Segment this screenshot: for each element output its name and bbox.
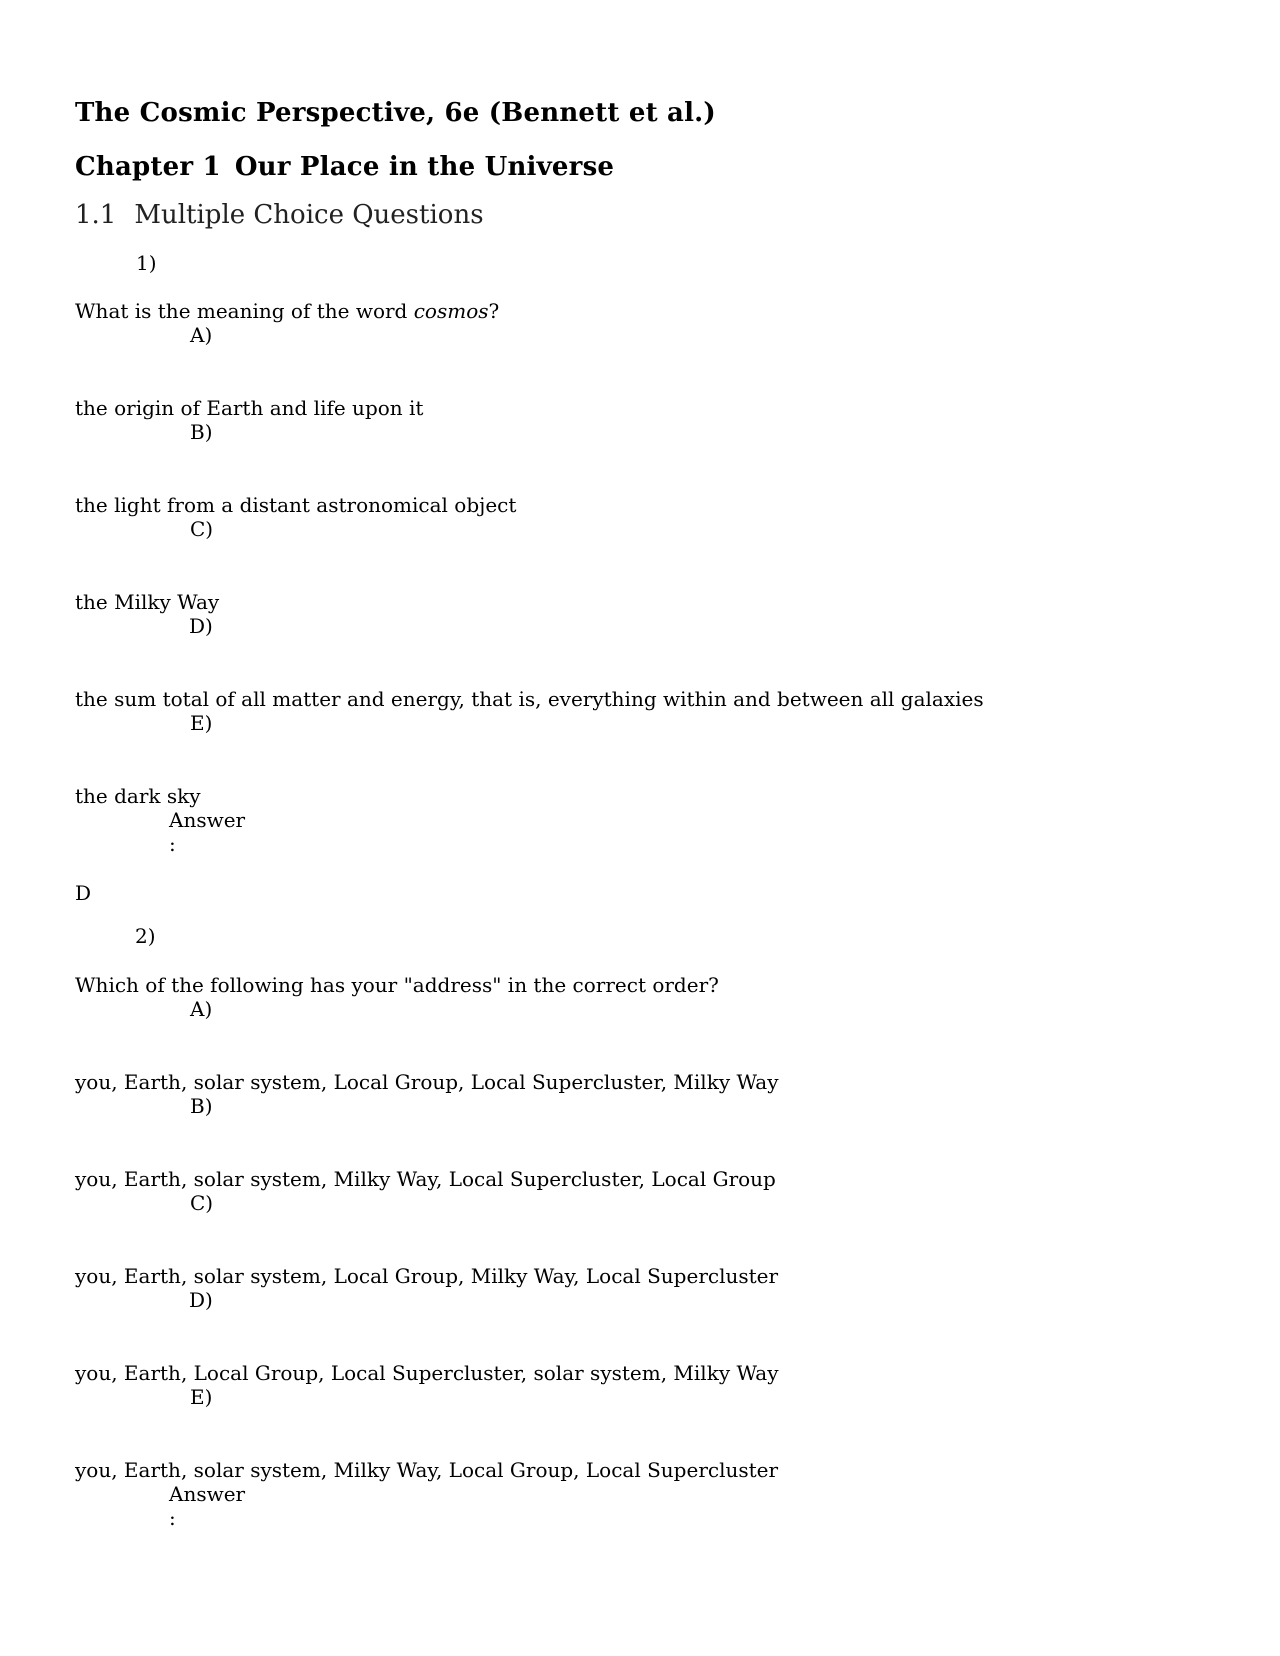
choice-letter: C) bbox=[190, 517, 214, 541]
choice-text: you, Earth, solar system, Local Group, Local Supercluster, Milky Way bbox=[75, 1070, 779, 1094]
choice-text: you, Earth, solar system, Milky Way, Local Supercluster, Local Group bbox=[75, 1167, 776, 1191]
answer-colon: : bbox=[169, 832, 176, 856]
section-heading bbox=[75, 200, 484, 230]
choice-letter: C) bbox=[190, 1191, 214, 1215]
choice-letter: E) bbox=[190, 1385, 213, 1409]
choice-text: you, Earth, solar system, Milky Way, Local Group, Local Supercluster bbox=[75, 1458, 779, 1482]
chapter-number: Chapter 1 bbox=[75, 152, 221, 182]
chapter-title: Our Place in the Universe bbox=[234, 152, 615, 182]
section-number: 1.1 bbox=[75, 200, 117, 230]
answer-label: Answer bbox=[169, 1482, 246, 1506]
answer-label: Answer bbox=[169, 808, 246, 832]
chapter-heading bbox=[75, 152, 614, 182]
question-number: 1) bbox=[136, 251, 157, 275]
choice-text: the dark sky bbox=[75, 784, 201, 808]
answer-colon: : bbox=[169, 1506, 176, 1530]
choice-text: you, Earth, Local Group, Local Supercluster, solar system, Milky Way bbox=[75, 1361, 779, 1385]
choice-text: you, Earth, solar system, Local Group, Milky Way, Local Supercluster bbox=[75, 1264, 779, 1288]
choice-letter: A) bbox=[190, 323, 213, 347]
choice-letter: A) bbox=[190, 997, 213, 1021]
choice-text: the Milky Way bbox=[75, 590, 220, 614]
choice-text: the origin of Earth and life upon it bbox=[75, 396, 424, 420]
choice-letter: E) bbox=[190, 711, 213, 735]
choice-letter: D) bbox=[189, 1288, 213, 1312]
choice-text: the sum total of all matter and energy, that is, everything within and between all galaxies bbox=[75, 687, 984, 711]
section-title: Multiple Choice Questions bbox=[134, 200, 484, 230]
choice-text: the light from a distant astronomical object bbox=[75, 493, 517, 517]
book-title: The Cosmic Perspective, 6e (Bennett et al.) bbox=[75, 98, 716, 128]
question-number: 2) bbox=[135, 924, 156, 948]
choice-letter: B) bbox=[190, 420, 213, 444]
stem-text-end: ? bbox=[488, 299, 500, 323]
choice-letter: B) bbox=[190, 1094, 213, 1118]
stem-text: What is the meaning of the word bbox=[75, 299, 414, 323]
choice-letter: D) bbox=[189, 614, 213, 638]
stem-italic-term: cosmos bbox=[413, 299, 489, 323]
question-stem: Which of the following has your "address" in the correct order? bbox=[75, 973, 719, 997]
answer-value: D bbox=[75, 881, 92, 905]
question-stem bbox=[75, 299, 499, 323]
